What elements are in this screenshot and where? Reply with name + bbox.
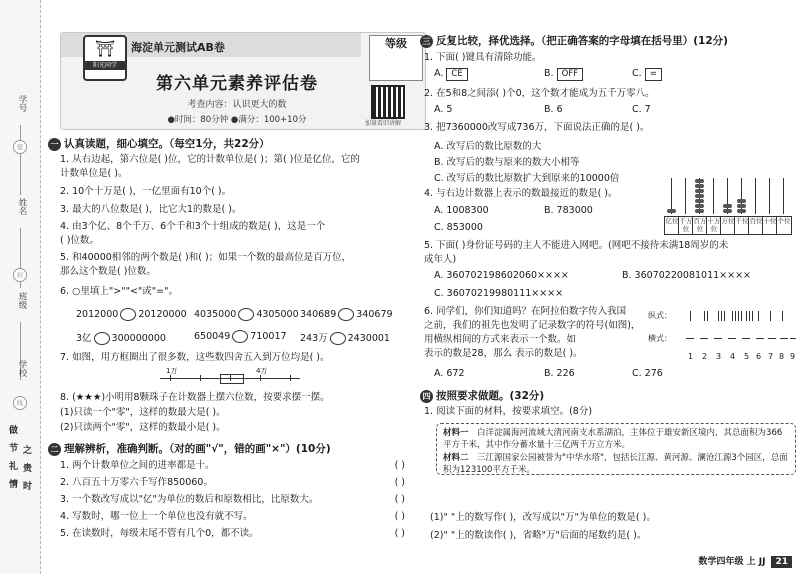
section-heading [420, 388, 544, 403]
paper-meta: ●时间：80分钟 ●满分：100+10分 [167, 115, 307, 125]
abacus-place: 百万位 [693, 217, 707, 233]
section-heading [420, 33, 728, 48]
seal-mark: 线 [13, 396, 27, 410]
rod-digit: 2 [702, 352, 708, 361]
compare-blank[interactable] [120, 308, 136, 321]
question-line: 5. 和40000相邻的两个数是( )和( )；如果一个数的最高位是百万位， [60, 252, 352, 263]
option-b[interactable]: B. 改写后的数与原来的数大小相等 [434, 157, 580, 168]
motto-char: 之 [21, 445, 31, 454]
compare-item: 3亿 300000000 [76, 333, 166, 344]
option-a[interactable]: A. 改写后的数比原数的大 [434, 141, 542, 152]
motto-char: 贵 [21, 463, 31, 472]
question-line: 那么这个数是( )位数。 [60, 266, 156, 277]
compare-blank[interactable] [232, 330, 248, 343]
judge-item: 2. 八百五十万零六千写作850060。 ( ) [60, 477, 405, 488]
paper-title: 第六单元素养评估卷 [156, 74, 318, 94]
number-line-label: 4万 [256, 367, 268, 375]
number-line-box [220, 374, 244, 384]
number-line-tick [290, 375, 291, 381]
option-c[interactable]: C. 853000 [434, 222, 483, 233]
question-line: 2. 在5和8之间添( )个0，这个数才能成为五千万零八。 [424, 88, 655, 99]
rod-digit: 1 [688, 352, 694, 361]
compare-item: 4035000 4305000 [194, 309, 299, 320]
number-line-label: 1万 [166, 367, 178, 375]
page-footer [699, 554, 793, 568]
judge-item: 3. 一个数改写成以"亿"为单位的数后和原数相比，比原数大。 ( ) [60, 494, 405, 505]
compare-item: 243万 2430001 [300, 333, 390, 344]
abacus-bead [667, 209, 676, 213]
section-number: 三 [420, 35, 433, 48]
compare-blank[interactable] [238, 308, 254, 321]
abacus-bead [695, 204, 704, 208]
question-line: 成年人) [424, 254, 457, 265]
compare-blank[interactable] [94, 332, 110, 345]
material-paragraph: 材料一 白洋淀属海河流域大清河南支水系湖泊，主体位于雄安新区境内，其总面积为366平方千米，其中作分蓄水量十三亿两千万立方米。 [443, 428, 783, 450]
question-line: 7. 如图，用方框圈出了很多数，这些数四舍五入到万位均是( )。 [60, 352, 330, 363]
option-b[interactable]: B. OFF [544, 68, 583, 81]
rod-digit: 9 [790, 352, 796, 361]
option-b[interactable]: B. 783000 [544, 205, 593, 216]
answer-paren[interactable]: ( ) [394, 528, 405, 539]
title-banner [60, 32, 426, 130]
abacus-bead [695, 184, 704, 188]
section-title: 反复比较，择优选择。（把正确答案的字母填在括号里）(12分) [436, 35, 728, 47]
binding-line [20, 125, 21, 195]
abacus-bead [695, 209, 704, 213]
question-line: 1. 下面( )键具有清除功能。 [424, 52, 542, 63]
abacus-place: 个位 [776, 216, 792, 235]
qr-code-icon[interactable] [371, 85, 405, 119]
section-number: 二 [48, 443, 61, 456]
abacus-bead [723, 209, 732, 213]
binding-margin [0, 0, 41, 574]
motto [6, 415, 36, 565]
question-line: 之前，我们的祖先也发明了记录数字的符号(如图)， [424, 320, 641, 331]
seal-mark: 封 [13, 268, 27, 282]
abacus-bead [737, 209, 746, 213]
abacus-place: 千万位 [679, 217, 693, 233]
logo-text: 阳光同学 [85, 61, 125, 70]
abacus-bead [695, 179, 704, 183]
number-line-tick [200, 375, 201, 381]
section-title: 理解辨析，准确判断。（对的画"√"，错的画"×"）(10分) [64, 443, 331, 455]
judge-item: 5. 在读数时，每级末尾不管有几个0，都不读。 ( ) [60, 528, 405, 539]
rod-digit: 4 [730, 352, 736, 361]
option-b[interactable]: B. 6 [544, 104, 563, 115]
motto-char: 节 [7, 443, 17, 452]
rod-digit: 8 [779, 352, 785, 361]
motto-char: 情 [7, 479, 17, 488]
question-line: 5. 下面( )身份证号码的主人不能进入网吧。(网吧不接待未满18周岁的未 [424, 240, 729, 251]
paper-subtitle: 考查内容：认识更大的数 [187, 100, 287, 110]
option-c[interactable]: C. 7 [632, 104, 651, 115]
abacus-place: 千位 [734, 216, 750, 235]
rod-row-label: 纵式： [648, 311, 672, 320]
left-page [40, 0, 412, 574]
question-line: 计数单位是( )。 [60, 168, 128, 179]
rod-digit: 7 [768, 352, 774, 361]
option-a[interactable]: A. 1008300 [434, 205, 489, 216]
abacus-figure [664, 178, 792, 234]
question-line: (2)只读两个"零"，这样的数最小是( )。 [60, 422, 226, 433]
motto-char: 做 [7, 425, 17, 434]
judge-item: 4. 写数时，哪一位上一个单位也没有就不写。 ( ) [60, 511, 405, 522]
section-number: 一 [48, 138, 61, 151]
option-c[interactable]: C. = [632, 68, 662, 81]
question-line: 用横纵相间的方式来表示一个数。如 [424, 334, 577, 345]
grade-box [369, 35, 423, 81]
judge-item: 1. 两个计数单位之间的进率都是十。 ( ) [60, 460, 405, 471]
question-line: 8. (★★★)小明用8颗珠子在计数器上摆六位数，按要求摆一摆。 [60, 392, 330, 403]
question-line: 1. 从右边起，第六位是( )位，它的计数单位是( )；第( )位是亿位，它的 [60, 154, 360, 165]
abacus-bead [723, 204, 732, 208]
fill-line: (1)" "上的数写作( )，改写成以"万"为单位的数是( )。 [430, 512, 656, 523]
fill-line: (2)" "上的数读作( )，省略"万"后面的尾数约是( )。 [430, 530, 647, 541]
abacus-bead [695, 194, 704, 198]
compare-item: 340689 340679 [300, 309, 393, 320]
question-line: 4. 由3个亿、8个千万、6个千和3个十组成的数是( )，这是一个 [60, 221, 326, 232]
abacus-place: 百位 [748, 216, 764, 235]
option-a[interactable]: A. 672 [434, 368, 465, 379]
abacus-bead [695, 199, 704, 203]
binding-field-school: 学校 [17, 360, 27, 377]
section-number: 四 [420, 390, 433, 403]
answer-paren[interactable]: ( ) [394, 477, 405, 488]
grade-label: 等级 [385, 37, 407, 50]
motto-char: 礼 [7, 461, 17, 470]
option-a[interactable]: A. 5 [434, 104, 453, 115]
page-number: 21 [771, 556, 792, 568]
counting-rod-figure [648, 308, 798, 368]
question-line: 2. 10个十万是( )，一亿里面有10个( )。 [60, 186, 232, 197]
material-paragraph: 材料二 三江源国家公园被誉为"中华水塔"，包括长江源、黄河源、澜沧江源3个园区，总面积为123100平方千米。 [443, 453, 788, 475]
right-page [416, 0, 800, 574]
binding-field-student-id: 学号 [17, 95, 27, 112]
section-title: 认真读题，细心填空。（每空1分，共22分） [64, 138, 270, 150]
question-line: 3. 把7360000改写成736万，下面说法正确的是( )。 [424, 122, 650, 133]
abacus-bead [695, 189, 704, 193]
option-a[interactable]: A. CE [434, 68, 468, 81]
abacus-bead [737, 199, 746, 203]
compare-item: 650049 710017 [194, 331, 287, 342]
question-line: 4. 与右边计数器上表示的数最接近的数是( )。 [424, 188, 618, 199]
rod-digit: 6 [756, 352, 762, 361]
abacus-place: 万位 [720, 216, 736, 235]
material-tag: 材料一 [443, 428, 469, 438]
section-title: 按照要求做题。(32分) [436, 390, 545, 402]
question-line: 表示的数是28，那么 表示的数是( )。 [424, 348, 583, 359]
footer-text: 数学四年级 上 JJ [698, 557, 766, 567]
section-heading [48, 441, 331, 456]
rod-digit: 5 [744, 352, 750, 361]
option-c[interactable]: C. 276 [632, 368, 663, 379]
option-b[interactable]: B. 36070220081011×××× [622, 270, 752, 281]
number-line [160, 367, 300, 390]
rod-digit: 3 [716, 352, 722, 361]
binding-field-class: 班级 [17, 292, 27, 309]
compare-blank[interactable] [330, 332, 346, 345]
question-line: 6. 同学们，你们知道吗？在阿拉伯数字传入我国 [424, 306, 627, 317]
abacus-place: 十位 [762, 216, 778, 235]
option-b[interactable]: B. 226 [544, 368, 575, 379]
question-line: ( )位数。 [60, 235, 99, 246]
compare-item: 2012000 20120000 [76, 309, 187, 320]
ce-key-icon: CE [446, 68, 467, 81]
question-line: 3. 最大的八位数是( )，比它大1的数是( )。 [60, 204, 242, 215]
section-heading [48, 136, 270, 151]
binding-field-name: 姓名 [17, 198, 27, 215]
motto-char: 时 [21, 481, 31, 490]
answer-paren[interactable]: ( ) [394, 460, 405, 471]
series-title: 海淀单元测试AB卷 [131, 41, 225, 54]
rod-row-label: 横式： [648, 334, 672, 343]
abacus-place: 亿位 [664, 216, 680, 235]
answer-paren[interactable]: ( ) [394, 511, 405, 522]
option-c[interactable]: C. 改写后的数比原数扩大到原来的10000倍 [434, 173, 620, 184]
option-a[interactable]: A. 360702198602060×××× [434, 270, 569, 281]
compare-blank[interactable] [338, 308, 354, 321]
equals-key-icon: = [645, 68, 662, 81]
option-c[interactable]: C. 36070219980111×××× [434, 288, 564, 299]
question-line: (1)只读一个"零"，这样的数最大是( )。 [60, 407, 226, 418]
reading-material-box [436, 423, 796, 475]
question-line: 6. ○里填上">""<"或"="。 [60, 286, 178, 297]
abacus-bead [737, 204, 746, 208]
qr-caption: 加量看旧讲解 [365, 120, 402, 127]
building-icon: ⛩ [94, 39, 116, 58]
abacus-place: 十万位 [707, 217, 721, 233]
seal-mark: 密 [13, 140, 27, 154]
off-key-icon: OFF [557, 68, 583, 81]
material-tag: 材料二 [443, 453, 469, 463]
question-line: 1. 阅读下面的材料，按要求填空。(8分) [424, 406, 593, 417]
answer-paren[interactable]: ( ) [394, 494, 405, 505]
